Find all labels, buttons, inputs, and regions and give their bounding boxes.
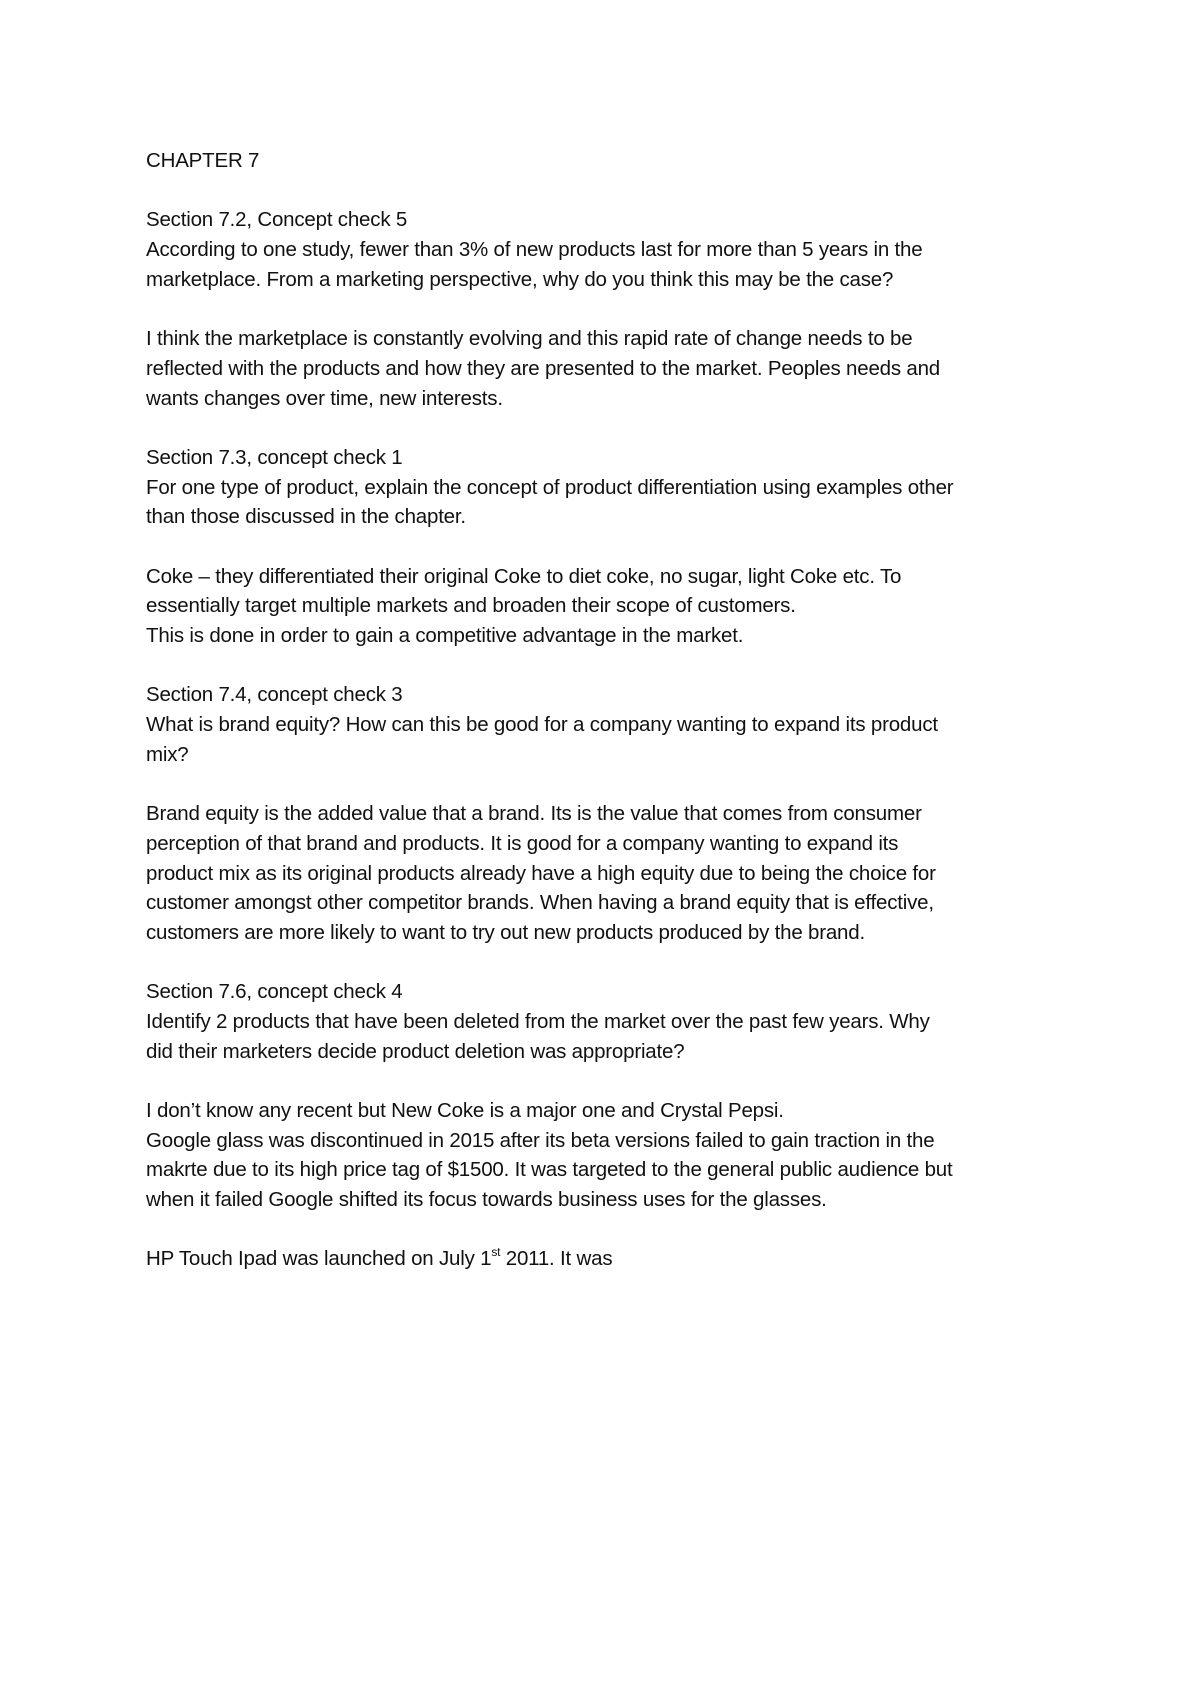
answer-line: perception of that brand and products. It is good for a company wanting to expand its: [146, 831, 899, 855]
question-line: did their marketers decide product deletion was appropriate?: [146, 1039, 685, 1063]
section-heading: Section 7.3, concept check 1: [146, 445, 403, 469]
answer-line: customers are more likely to want to try out new products produced by the brand.: [146, 920, 865, 944]
paragraph-gap: [146, 413, 1076, 443]
question-line: than those discussed in the chapter.: [146, 505, 466, 529]
answer-line: when it failed Google shifted its focus towards business uses for the glasses.: [146, 1188, 827, 1212]
answer-line: makrte due to its high price tag of $1500. It was targeted to the general public audience but: [146, 1158, 953, 1182]
answer-line: wants changes over time, new interests.: [146, 386, 503, 410]
question-line: mix?: [146, 742, 189, 766]
question-line: What is brand equity? How can this be good for a company wanting to expand its product: [146, 713, 938, 737]
paragraph-gap: [146, 176, 1076, 206]
answer-line: Coke – they differentiated their original Coke to diet coke, no sugar, light Coke etc. To: [146, 564, 902, 588]
final-line-text: HP Touch Ipad was launched on July 1: [146, 1247, 492, 1271]
section-heading: Section 7.4, concept check 3: [146, 683, 403, 707]
answer-line: I think the marketplace is constantly evolving and this rapid rate of change needs to be: [146, 327, 913, 351]
answer-line: reflected with the products and how they are presented to the market. Peoples needs and: [146, 356, 940, 380]
question-line: marketplace. From a marketing perspective, why do you think this may be the case?: [146, 267, 894, 291]
final-answer-line: [146, 1244, 1076, 1274]
section-heading: Section 7.6, concept check 4: [146, 980, 403, 1004]
document-body: [146, 146, 1076, 1274]
ordinal-superscript: st: [491, 1244, 501, 1259]
answer-line: Brand equity is the added value that a brand. Its is the value that comes from consumer: [146, 802, 922, 826]
answer-line: essentially target multiple markets and broaden their scope of customers.: [146, 594, 796, 618]
answer-line: product mix as its original products already have a high equity due to being the choice for: [146, 861, 936, 885]
paragraph-gap: [146, 1066, 1076, 1096]
paragraph-gap: [146, 294, 1076, 324]
paragraph-gap: [146, 651, 1076, 681]
paragraph-gap: [146, 948, 1076, 978]
paragraph-gap: [146, 769, 1076, 799]
question-line: For one type of product, explain the concept of product differentiation using examples other: [146, 475, 954, 499]
section-heading: Section 7.2, Concept check 5: [146, 208, 408, 232]
answer-line: Google glass was discontinued in 2015 after its beta versions failed to gain traction in the: [146, 1128, 935, 1152]
question-line: According to one study, fewer than 3% of new products last for more than 5 years in the: [146, 238, 923, 262]
paragraph-gap: [146, 532, 1076, 562]
chapter-title: CHAPTER 7: [146, 149, 260, 172]
answer-line: This is done in order to gain a competitive advantage in the market.: [146, 624, 744, 647]
answer-line: customer amongst other competitor brands. When having a brand equity that is effective,: [146, 891, 934, 915]
question-line: Identify 2 products that have been deleted from the market over the past few years. Why: [146, 1009, 930, 1033]
answer-line: I don’t know any recent but New Coke is a major one and Crystal Pepsi.: [146, 1099, 784, 1122]
paragraph-gap: [146, 1215, 1076, 1245]
final-line-text-end: 2011. It was: [500, 1247, 613, 1271]
